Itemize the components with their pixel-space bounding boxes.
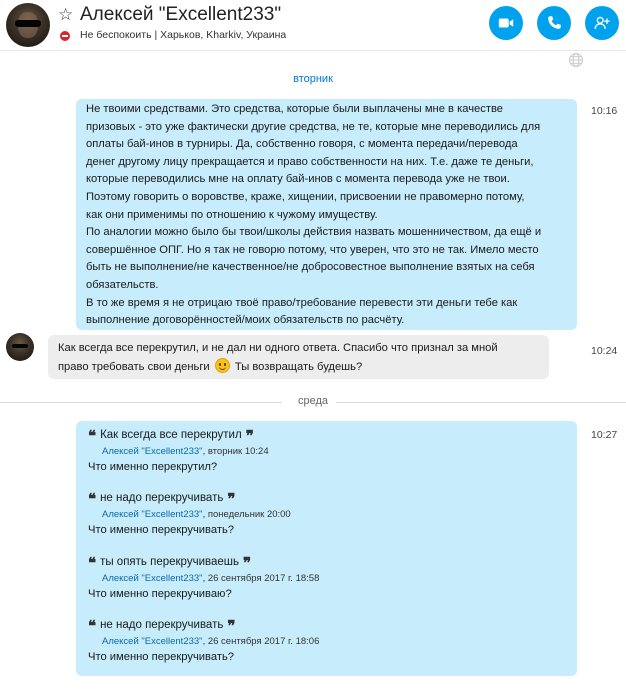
message-text: право требовать свои деньги [58,360,210,373]
message-line: как они применимы по отношению к чужому имуществу. [86,208,378,221]
reply-text: Что именно перекручиваю? [88,587,232,600]
close-quote-icon: ❞ [227,616,236,635]
message-line: которые переводились мне на оплату бай-инов с момента перевода уже не твои. [86,173,510,186]
outgoing-message-bubble[interactable] [76,99,577,330]
contact-status: Не беспокоить | Харьков, Kharkiv, Украина [80,29,287,41]
quote-author-link[interactable]: Алексей "Excellent233" [102,445,203,457]
message-line: денег другому лицу прекращается и право собственности на них. Т.е. даже те деньги, [86,155,534,168]
do-not-disturb-icon [60,31,70,41]
day-separator-tuesday: вторник [293,73,333,85]
audio-call-button[interactable] [537,6,571,40]
smile-emoji-icon [215,358,230,373]
add-contact-icon [593,14,611,32]
quote-text: не надо перекручивать [100,619,224,631]
message-line: Как всегда все перекрутил, и не дал ни одного ответа. Спасибо что признал за мной [58,342,498,354]
message-timestamp: 10:16 [591,105,618,117]
avatar-glasses [15,20,41,27]
quoted-reply [88,490,291,539]
globe-icon[interactable] [568,52,584,68]
quoted-reply [88,554,319,603]
contact-name[interactable]: Алексей "Excellent233" [80,4,282,25]
quote-text: Как всегда все перекрутил [100,429,242,441]
message-timestamp: 10:24 [591,345,618,357]
message-line: В то же время я не отрицаю твоё право/требование перевести эти деньги тебе как [86,296,518,309]
add-contact-button[interactable] [585,6,619,40]
reply-text: Что именно перекрутил? [88,460,218,473]
quoted-reply [88,617,319,666]
message-line: Не твоими средствами. Это средства, которые были выплачены мне в качестве [86,103,504,115]
avatar-glasses [12,344,28,348]
quote-meta [88,508,291,521]
audio-call-icon [545,14,563,32]
quote-time: , понедельник 20:00 [202,508,291,520]
quote-line [88,617,319,635]
incoming-message-bubble[interactable] [48,335,549,379]
quote-line [88,490,291,508]
message-timestamp: 10:27 [591,429,618,441]
quote-author-link[interactable]: Алексей "Excellent233" [102,635,203,647]
message-text: Ты возвращать будешь? [231,360,363,373]
quote-text: не надо перекручивать [100,492,224,504]
chat-header [0,0,626,50]
quote-time: , 26 сентября 2017 г. 18:06 [202,635,320,647]
quote-line [88,554,319,572]
message-line: совершённое ОПГ. Но я так не говорю потому, что уверен, что это не так. Имело место [86,243,539,256]
reply-text: Что именно перекручивать? [88,650,234,663]
message-line: призовых - это уже фактически другие средства, не те, которые мне переводились для [86,120,541,133]
open-quote-icon: ❝ [88,616,97,635]
message-line: обязательств. [86,278,159,291]
quote-author-link[interactable]: Алексей "Excellent233" [102,508,203,520]
header-divider [0,50,626,51]
open-quote-icon: ❝ [88,489,97,508]
quote-meta [88,445,269,458]
quote-meta [88,635,319,648]
quote-time: , 26 сентября 2017 г. 18:58 [202,572,320,584]
message-line: Поэтому говорить о воровстве, краже, хищении, присвоении не правомерно потому, [86,190,525,203]
open-quote-icon: ❝ [88,426,97,445]
quote-line [88,427,269,445]
quote-time: , вторник 10:24 [202,445,269,457]
close-quote-icon: ❞ [242,553,252,572]
contact-avatar[interactable] [6,3,50,47]
message-line: оплаты бай-инов в турниры. Да, собственно говоря, с момента передачи/перевода [86,138,518,151]
star-icon[interactable]: ☆ [58,5,74,25]
outgoing-message-bubble[interactable] [76,421,577,676]
quote-author-link[interactable]: Алексей "Excellent233" [102,572,203,584]
quote-text: ты опять перекручиваешь [100,556,239,568]
message-line: быть не выполнение/не качественное/не добросовестное выполнение взятых на себя [86,261,535,274]
close-quote-icon: ❞ [227,489,236,508]
video-call-icon [497,14,515,32]
divider-line [336,402,626,403]
message-line [58,358,539,377]
sender-avatar[interactable] [6,333,34,361]
video-call-button[interactable] [489,6,523,40]
open-quote-icon: ❝ [88,553,97,572]
quote-meta [88,572,319,585]
reply-text: Что именно перекручивать? [88,523,234,536]
close-quote-icon: ❞ [245,426,254,445]
day-separator-wednesday: среда [297,395,329,407]
message-line: По аналогии можно было бы твои/школы действия назвать мошенничеством, да ещё и [86,226,542,239]
message-line: выполнение договорённостей/моих обязательств по расчёту. [86,314,405,327]
quoted-reply [88,427,269,476]
